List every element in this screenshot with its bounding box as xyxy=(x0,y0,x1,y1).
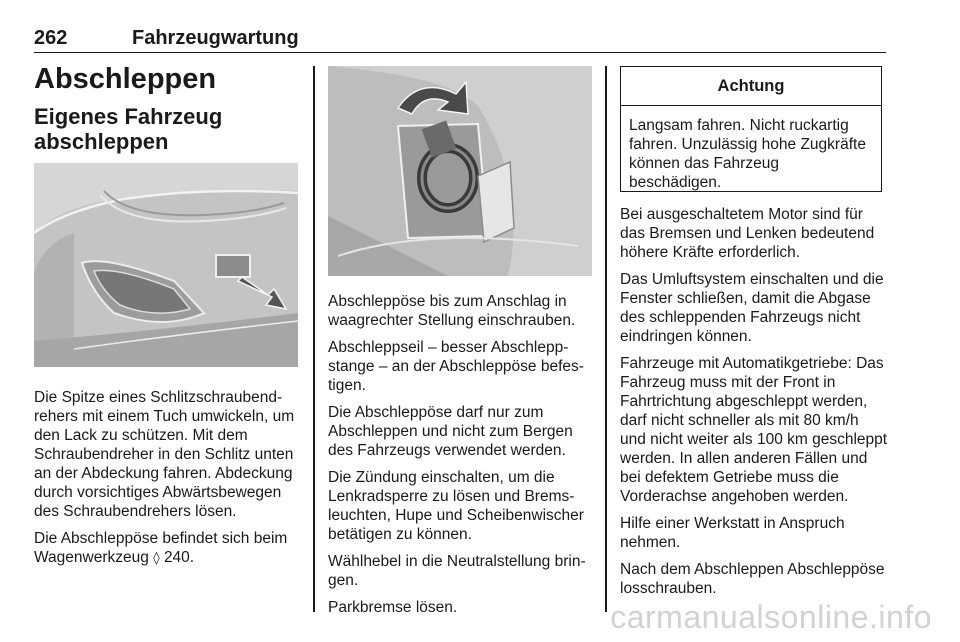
paragraph xyxy=(34,529,300,568)
paragraph: Die Spitze eines Schlitzschraubendrehers mit einem Tuch umwickeln, um den Lack zu schützen. Mit dem Schraubendreher in den Schlitz unten an der Abdeckung fahren. Abdeckung durch vorsichtiges Abwärtsbewegen des Schraubendrehers lösen. xyxy=(34,389,295,520)
paragraph: Die Abschleppöse darf nur zum Abschleppen und nicht zum Bergen des Fahrzeugs verwendet werden. xyxy=(328,404,573,459)
warning-title: Achtung xyxy=(621,67,881,106)
paragraph-text: Die Abschleppöse befindet sich beim Wagenwerkzeug xyxy=(34,530,288,566)
paragraph: Parkbremse lösen. xyxy=(328,599,458,616)
page-header xyxy=(34,26,886,53)
paragraph: Abschleppseil – besser Abschleppstange – an der Abschleppöse befestigen. xyxy=(328,339,584,394)
paragraph: Fahrzeuge mit Automatikgetriebe: Das Fahrzeug muss mit der Front in Fahrtrichtung abgeschleppt werden, darf nicht schneller als mit 80 km/h und nicht weiter als 100 km geschleppt werden. In allen anderen Fällen und bei defektem Getriebe muss die Vorderachse angehoben werden. xyxy=(620,355,888,505)
bumper-cover-illustration xyxy=(34,163,298,367)
column-2-text xyxy=(328,292,596,625)
paragraph: Das Umluftsystem einschalten und die Fenster schließen, damit die Abgase des schleppenden Fahrzeugs nicht eindringen können. xyxy=(620,271,884,345)
page-reference: 240. xyxy=(163,549,195,566)
paragraph: Die Zündung einschalten, um die Lenkradsperre zu lösen und Bremsleuchten, Hupe und Scheibenwischer betätigen zu können. xyxy=(328,469,584,543)
page-reference-icon: ◊ xyxy=(153,551,160,566)
column-3-text xyxy=(620,205,888,606)
column-divider-1 xyxy=(313,66,315,612)
towing-eye-illustration xyxy=(328,66,592,276)
section-title: Abschleppen xyxy=(34,63,217,95)
paragraph: Abschleppöse bis zum Anschlag in waagrechter Stellung einschrauben. xyxy=(328,293,576,329)
paragraph: Nach dem Abschleppen Abschleppöse losschrauben. xyxy=(620,561,885,597)
warning-text: Langsam fahren. Nicht ruckartig fahren. Unzulässig hohe Zugkräfte können das Fahrzeug beschädigen. xyxy=(629,117,866,191)
warning-box xyxy=(620,66,882,192)
chapter-title: Fahrzeugwartung xyxy=(132,27,299,49)
column-1-text xyxy=(34,388,300,576)
column-divider-2 xyxy=(605,66,607,612)
page-number: 262 xyxy=(34,27,68,49)
section-subtitle: Eigenes Fahrzeug abschleppen xyxy=(34,104,223,154)
paragraph: Hilfe einer Werkstatt in Anspruch nehmen. xyxy=(620,515,845,551)
paragraph: Bei ausgeschaltetem Motor sind für das Bremsen und Lenken bedeutend höhere Kräfte erforderlich. xyxy=(620,206,875,261)
paragraph: Wählhebel in die Neutralstellung bringen. xyxy=(328,553,586,589)
watermark: carmanualsonline.info xyxy=(610,599,932,635)
